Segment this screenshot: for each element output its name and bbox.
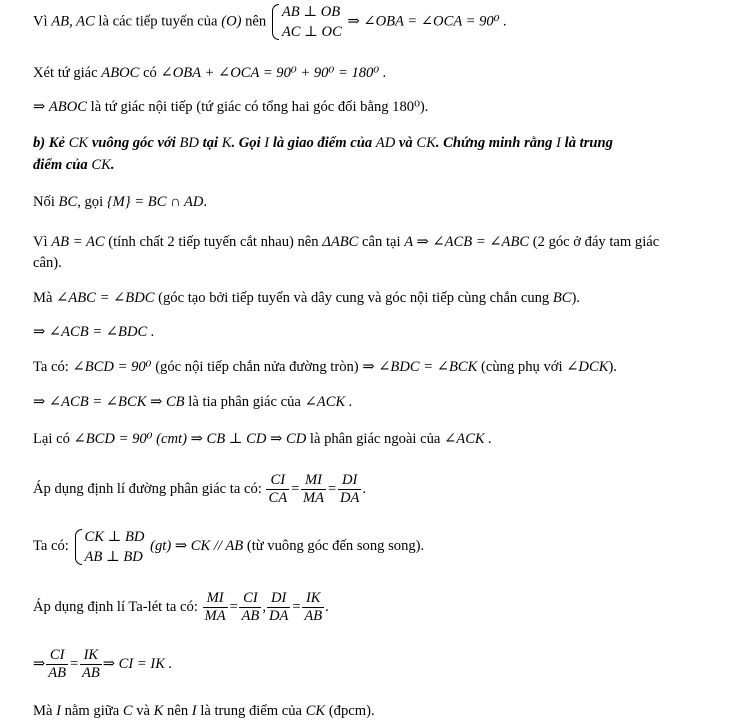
equation-system (272, 2, 342, 42)
math: ⇒ ∠ACB = ∠BCK ⇒ CB (33, 394, 185, 410)
text: nên (167, 703, 189, 719)
numerator: IK (302, 590, 324, 608)
math: K (153, 703, 164, 719)
math: CK (91, 157, 111, 173)
math: ⇒ CI = IK . (102, 656, 173, 672)
numerator: MI (203, 590, 228, 608)
text: Nối (33, 194, 55, 210)
numerator: CI (46, 647, 68, 665)
math: CK (68, 135, 89, 151)
line-8 (33, 254, 727, 272)
text: (góc nội tiếp chắn nửa đường tròn) (155, 359, 359, 375)
math: CK (305, 703, 326, 719)
math: AD (375, 135, 396, 151)
text: điểm của (33, 157, 88, 173)
numerator: CI (266, 472, 289, 490)
text: Mà (33, 290, 53, 306)
line-4-heading (33, 134, 727, 152)
text: . (203, 194, 208, 210)
text: b) Kẻ (33, 135, 66, 151)
math: ∠OBA + ∠OCA = 90⁰ + 90⁰ = 180⁰ . (160, 65, 387, 81)
text: cân tại (362, 234, 401, 250)
text: Ta có: (33, 359, 69, 375)
system-row: AB ⊥ BD (84, 548, 143, 565)
line-18 (33, 702, 727, 720)
text: Áp dụng định lí đường phân giác ta có: (33, 481, 262, 497)
system-row: AB ⊥ OB (281, 4, 341, 20)
text: . (325, 599, 329, 615)
line-6 (33, 193, 727, 211)
denominator: AB (48, 665, 67, 682)
denominator: AB (241, 608, 260, 625)
separator: , (262, 599, 266, 615)
numerator: DI (267, 590, 290, 608)
text: ). (571, 290, 581, 306)
line-12 (33, 393, 727, 411)
denominator: AB (81, 665, 100, 682)
text: tại (202, 135, 219, 151)
math: C (122, 703, 133, 719)
math: ABOC (101, 65, 140, 81)
text: Vì (33, 13, 48, 30)
line-15 (33, 524, 727, 568)
text: . (110, 157, 115, 173)
fraction (203, 590, 228, 625)
text: (2 góc ở đáy tam giác (532, 234, 660, 250)
math: ABOC (48, 99, 87, 115)
text: là các tiếp tuyến của (98, 13, 218, 30)
math: ⇒ ∠OBA = ∠OCA = 90⁰ . (347, 13, 507, 30)
denominator: DA (339, 490, 360, 507)
fraction (301, 472, 326, 507)
fraction (239, 590, 261, 625)
math: (O) (221, 13, 242, 30)
equals: = (291, 599, 302, 615)
math: ⇒ (33, 656, 46, 672)
system-row: AC ⊥ OC (281, 24, 342, 40)
numerator: DI (338, 472, 361, 490)
math: AB = AC (51, 234, 105, 250)
equals: = (327, 481, 337, 497)
math: A ⇒ ∠ACB = ∠ABC (404, 234, 530, 250)
line-10 (33, 323, 727, 341)
text: (đpcm). (328, 703, 375, 719)
text: nên (245, 13, 267, 30)
math: ∠BCD = 90⁰ (72, 359, 152, 375)
text: vuông góc với (91, 135, 176, 151)
numerator: CI (239, 590, 261, 608)
text: Ta có: (33, 538, 69, 554)
text: (từ vuông góc đến song song). (246, 538, 425, 554)
math: ⇒ ∠BDC = ∠BCK (362, 359, 478, 375)
denominator: MA (204, 608, 226, 625)
text: (cùng phụ với (481, 359, 563, 375)
math: I (264, 135, 270, 151)
fraction (338, 472, 361, 507)
text: cân). (33, 255, 62, 271)
math: BC (58, 194, 78, 210)
numerator: MI (301, 472, 326, 490)
math: (gt) ⇒ CK // AB (150, 538, 244, 554)
line-1 (33, 2, 727, 42)
text: Mà (33, 703, 53, 719)
equation-system (75, 527, 145, 567)
math: ∠BCD = 90⁰ (cmt) ⇒ CB ⊥ CD ⇒ CD (73, 431, 307, 447)
denominator: CA (268, 490, 288, 507)
text: là tứ giác nội tiếp (tứ giác có tổng hai góc đối bằng 180⁰). (90, 99, 429, 115)
math: ∠ABC = ∠BDC (56, 290, 155, 306)
equals: = (290, 481, 300, 497)
math: CK (416, 135, 436, 151)
text: và (398, 135, 413, 151)
text: (góc tạo bởi tiếp tuyến và dây cung và góc nội tiếp cùng chắn cung (158, 290, 550, 306)
text: ⇒ (33, 99, 46, 115)
denominator: AB (304, 608, 323, 625)
text: là trung điểm của (200, 703, 303, 719)
line-13 (33, 430, 727, 448)
text: nằm giữa (64, 703, 120, 719)
equals: = (228, 599, 239, 615)
text: có (143, 65, 157, 81)
text: . (362, 481, 367, 497)
text: . Gọi (231, 135, 261, 151)
text: là phân giác ngoài của (309, 431, 441, 447)
math: I (56, 703, 61, 719)
math: BD (179, 135, 199, 151)
line-5-heading (33, 156, 727, 174)
math: AB, AC (51, 13, 95, 30)
line-3 (33, 98, 727, 116)
text: Lại có (33, 431, 70, 447)
fraction (267, 590, 290, 625)
text: , gọi (77, 194, 104, 210)
equals: = (69, 656, 79, 672)
math: ⇒ ∠ACB = ∠BDC . (33, 324, 155, 340)
numerator: IK (80, 647, 102, 665)
math: ∠ACK . (444, 431, 492, 447)
text: và (136, 703, 150, 719)
line-2 (33, 64, 727, 82)
line-9 (33, 289, 727, 307)
fraction (266, 472, 289, 507)
text: Áp dụng định lí Ta-lét ta có: (33, 599, 198, 615)
denominator: MA (303, 490, 325, 507)
math: ΔABC (322, 234, 359, 250)
denominator: DA (268, 608, 289, 625)
text: Xét tứ giác (33, 65, 98, 81)
line-7 (33, 233, 727, 251)
math: K (221, 135, 232, 151)
fraction (80, 647, 102, 682)
text: là tia phân giác của (188, 394, 301, 410)
text: (tính chất 2 tiếp tuyến cắt nhau) nên (108, 234, 319, 250)
system-row: CK ⊥ BD (84, 528, 145, 545)
math: {M} = BC ∩ AD (106, 194, 204, 210)
text: là giao điểm của (272, 135, 373, 151)
math: BC (552, 290, 572, 306)
line-17 (33, 644, 727, 684)
text: là trung (564, 135, 613, 151)
math: ∠ACK . (304, 394, 353, 410)
text: . Chứng minh rằng (435, 135, 553, 151)
line-16 (33, 587, 727, 627)
fraction (46, 647, 68, 682)
math: I (191, 703, 197, 719)
text: ). (608, 359, 617, 375)
fraction (302, 590, 324, 625)
text: Vì (33, 234, 48, 250)
math: I (556, 135, 561, 151)
line-14 (33, 469, 727, 509)
math: ∠DCK (566, 359, 609, 375)
line-11 (33, 358, 727, 376)
